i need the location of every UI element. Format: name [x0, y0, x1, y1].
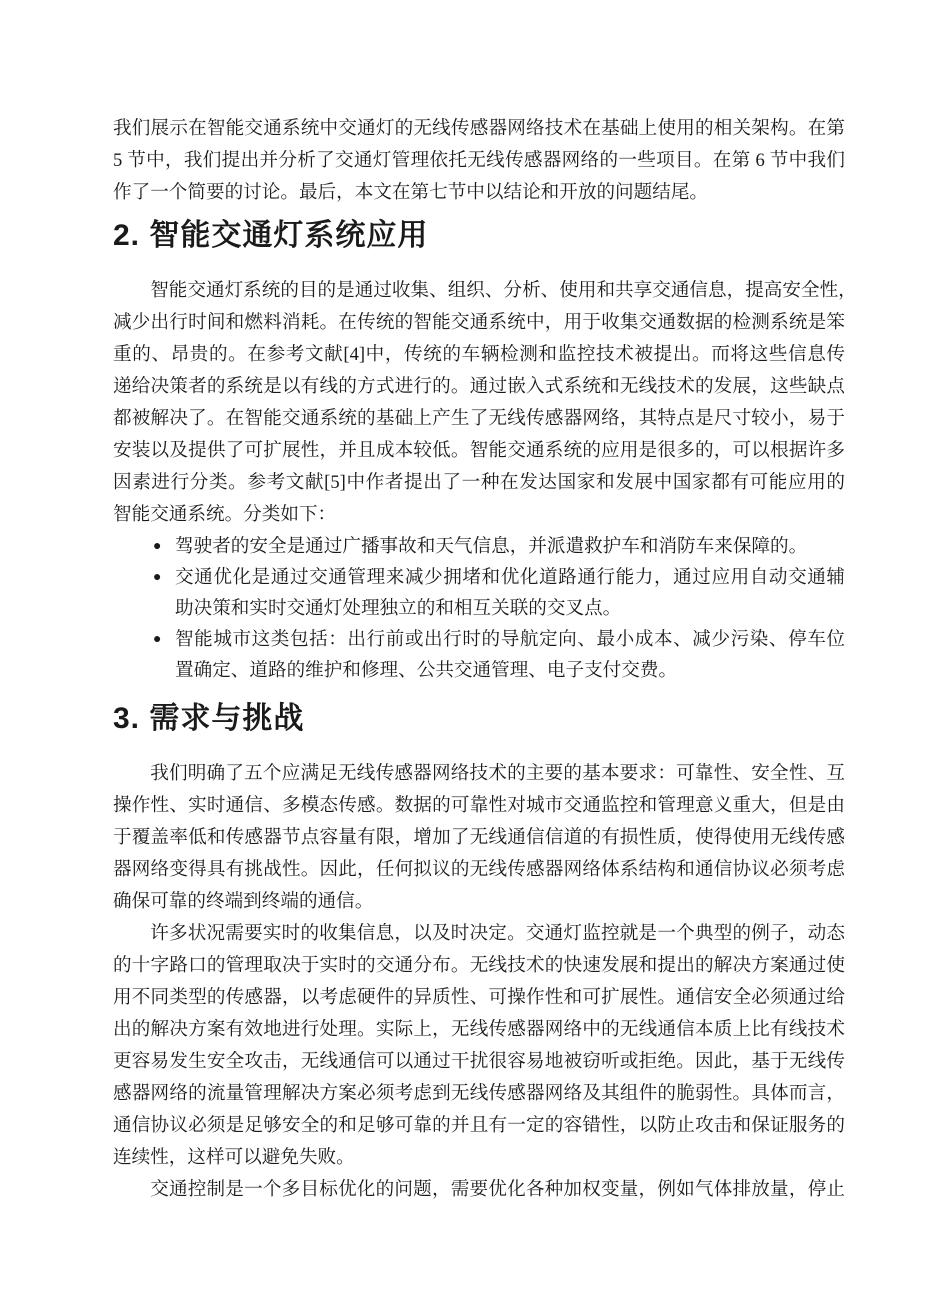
text-line: 感器网络的流量管理解决方案必须考虑到无线传感器网络及其组件的脆弱性。具体而言，	[113, 1083, 845, 1104]
text-line: 交通优化是通过交通管理来减少拥堵和优化道路通行能力，通过应用自动交通辅	[175, 567, 845, 588]
text-line: 用不同类型的传感器，以考虑硬件的异质性、可操作性和可扩展性。通信安全必须通过给	[113, 987, 845, 1008]
text-line: 重的、昂贵的。在参考文献[4]中，传统的车辆检测和监控技术被提出。而将这些信息传	[113, 344, 845, 365]
text-line: 更容易发生安全攻击，无线通信可以通过干扰很容易地被窃听或拒绝。因此，基于无线传	[113, 1051, 845, 1072]
text-line: 作了一个简要的讨论。最后，本文在第七节中以结论和开放的问题结尾。	[113, 182, 709, 203]
bullet-item	[113, 562, 845, 624]
bullet-text	[175, 562, 845, 624]
text-line: 连续性，这样可以避免失败。	[113, 1147, 355, 1168]
text-line: 递给决策者的系统是以有线的方式进行的。通过嵌入式系统和无线技术的发展，这些缺点	[113, 376, 845, 397]
bullet-text	[175, 624, 845, 686]
section-3-paragraph-1	[113, 758, 845, 918]
text-line: 助决策和实时交通灯处理独立的和相互关联的交叉点。	[175, 598, 622, 619]
text-line: 驾驶者的安全是通过广播事故和天气信息，并派遣救护车和消防车来保障的。	[175, 536, 808, 557]
section-3-paragraph-3	[113, 1174, 845, 1206]
section-2-paragraph	[113, 275, 857, 531]
section-3-heading: 3. 需求与挑战	[113, 702, 305, 735]
text-line: 智能交通系统。分类如下：	[113, 504, 337, 525]
text-line: 安装以及提供了可扩展性，并且成本较低。智能交通系统的应用是很多的，可以根据许多	[113, 440, 845, 461]
bullet-icon: ●	[153, 632, 162, 647]
text-line: 器网络变得具有挑战性。因此，任何拟议的无线传感器网络体系结构和通信协议必须考虑	[113, 859, 845, 880]
text-line: 智能交通灯系统的目的是通过收集、组织、分析、使用和共享交通信息，提高安全性，	[150, 280, 857, 301]
section-2-heading: 2. 智能交通灯系统应用	[113, 219, 429, 252]
text-line: 的十字路口的管理取决于实时的交通分布。无线技术的快速发展和提出的解决方案通过使	[113, 955, 845, 976]
section-2-bullet-list	[113, 531, 845, 686]
bullet-item	[113, 624, 845, 686]
text-line: 操作性、实时通信、多模态传感。数据的可靠性对城市交通监控和管理意义重大，但是由	[113, 795, 845, 816]
text-line: 我们展示在智能交通系统中交通灯的无线传感器网络技术在基础上使用的相关架构。在第	[113, 118, 845, 139]
text-line: 通信协议必须是足够安全的和足够可靠的并且有一定的容错性，以防止攻击和保证服务的	[113, 1115, 845, 1136]
text-line: 确保可靠的终端到终端的通信。	[113, 891, 374, 912]
text-line: 我们明确了五个应满足无线传感器网络技术的主要的基本要求：可靠性、安全性、互	[150, 763, 845, 784]
section-3-paragraph-2	[113, 918, 845, 1174]
bullet-icon: ●	[153, 539, 162, 554]
text-line: 5 节中，我们提出并分析了交通灯管理依托无线传感器网络的一些项目。在第 6 节中我们	[113, 150, 845, 171]
bullet-item	[113, 531, 845, 562]
text-line: 交通控制是一个多目标优化的问题，需要优化各种加权变量，例如气体排放量，停止	[150, 1179, 845, 1200]
text-line: 都被解决了。在智能交通系统的基础上产生了无线传感器网络，其特点是尺寸较小，易于	[113, 408, 845, 429]
text-line: 减少出行时间和燃料消耗。在传统的智能交通系统中，用于收集交通数据的检测系统是笨	[113, 312, 845, 333]
text-line: 于覆盖率低和传感器节点容量有限，增加了无线通信信道的有损性质，使得使用无线传感	[113, 827, 845, 848]
intro-paragraph	[113, 113, 845, 209]
text-line: 智能城市这类包括：出行前或出行时的导航定向、最小成本、减少污染、停车位	[175, 629, 845, 650]
text-line: 因素进行分类。参考文献[5]中作者提出了一种在发达国家和发展中国家都有可能应用的	[113, 472, 845, 493]
text-line: 出的解决方案有效地进行处理。实际上，无线传感器网络中的无线通信本质上比有线技术	[113, 1019, 845, 1040]
text-line: 置确定、道路的维护和修理、公共交通管理、电子支付交费。	[175, 660, 678, 681]
bullet-icon: ●	[153, 570, 162, 585]
bullet-text	[175, 531, 845, 562]
text-line: 许多状况需要实时的收集信息，以及时决定。交通灯监控就是一个典型的例子，动态	[150, 923, 845, 944]
